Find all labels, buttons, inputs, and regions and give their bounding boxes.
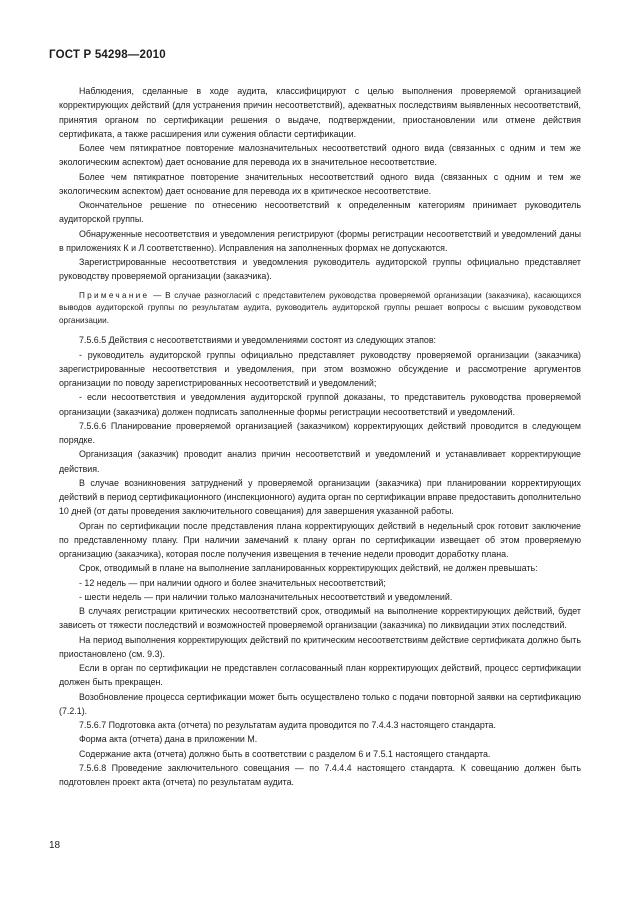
note [59,290,581,328]
paragraph: Наблюдения, сделанные в ходе аудита, классифицируют с целью выполнения проверяемой организацией корректирующих действий (для устранения причин несоответствий), адекватных последствиям выявленных несоответствий, принятия органом по сертификации решения о выдаче, подтверждении, приостановлении или отмене действия сертификата, а также расширения или сужения области сертификации. [59,86,581,139]
paragraph: В случаях регистрации критических несоответствий срок, отводимый на выполнение корректирующих действий, будет зависеть от тяжести последствий и возможностей проверяемой организации (заказчика) по ликвидации этих последствий. [59,606,581,631]
paragraph: Зарегистрированные несоответствия и уведомления руководитель аудиторской группы официально представляет руководству проверяемой организации (заказчика). [59,257,581,282]
paragraph: Если в орган по сертификации не представлен согласованный план корректирующих действий, процесс сертификации должен быть прекращен. [59,663,581,688]
note-text: — В случае разногласий с представителем руководства проверяемой организации (заказчика), касающихся выводов аудиторской группы по результатам аудита, руководитель аудиторской группы решает вопросы с высшим руководством организации. [59,290,582,325]
page-number: 18 [49,840,61,851]
paragraph: Организация (заказчик) проводит анализ причин несоответствий и уведомлений и устанавливает корректирующие действия. [59,449,581,474]
paragraph: Более чем пятикратное повторение малозначительных несоответствий одного вида (связанных с одним и тем же экологическим аспектом) дает основание для перевода их в значительное несоответствие. [59,143,581,168]
list-item: - руководитель аудиторской группы официально представляет руководству проверяемой организации (заказчика) зарегистрированные несоответствия и уведомления, при этом возможно обсуждение и рассмотрение аргументов организации по поводу зарегистрированных несоответствий и уведомлений; [59,349,581,389]
paragraph: 7.5.6.5 Действия с несоответствиями и уведомлениями состоят из следующих этапов: [79,335,437,346]
paragraph: Обнаруженные несоответствия и уведомления регистрируют (формы регистрации несоответствий и уведомлений даны в приложениях К и Л соответственно). Исправления на заполненных формах не допускаются. [59,228,581,253]
paragraph: 7.5.6.6 Планирование проверяемой организацией (заказчиком) корректирующих действий проводится в следующем порядке. [59,420,581,446]
list-item: - 12 недель — при наличии одного и более значительных несоответствий; [79,577,386,588]
document-header: ГОСТ Р 54298—2010 [49,49,166,61]
list-item: - если несоответствия и уведомления аудиторской группой доказаны, то представитель руководства проверяемой организации (заказчика) должен подписать заполненные формы регистрации несоответствий и уведомлений. [59,392,581,417]
paragraph: В случае возникновения затруднений у проверяемой организации (заказчика) при планировании корректирующих действий в период сертификационного (инспекционного) аудита орган по сертификации вправе предоставить дополнительно 10 дней (от даты проведения заключительного совещания) для завершения указанной работы. [59,477,581,517]
paragraph: Содержание акта (отчета) должно быть в соответствии с разделом 6 и 7.5.1 настоящего стандарта. [79,748,491,759]
paragraph: Орган по сертификации после представления плана корректирующих действий в недельный срок готовит заключение по представленному плану. При наличии замечаний к плану орган по сертификации извещает об этом проверяемую организацию (заказчика), которая после получения извещения в течение недели проводит доработку плана. [59,520,581,560]
document-body [59,84,581,789]
paragraph: На период выполнения корректирующих действий по критическим несоответствиям действие сертификата должно быть приостановлено (см. 9.3). [59,634,581,659]
note-label: Примечание [79,290,150,300]
paragraph: Более чем пятикратное повторение значительных несоответствий одного вида (связанных с одним и тем же экологическим аспектом) дает основание для перевода их в критическое несоответствие. [59,171,581,196]
paragraph: 7.5.6.8 Проведение заключительного совещания — по 7.4.4.4 настоящего стандарта. К совещанию должен быть подготовлен проект акта (отчета) по результатам аудита. [59,762,581,788]
list-item: - шести недель — при наличии только малозначительных несоответствий и уведомлений. [79,591,453,602]
paragraph: Форма акта (отчета) дана в приложении М. [79,734,258,745]
paragraph: Возобновление процесса сертификации может быть осуществлено только с подачи повторной заявки на сертификацию (7.2.1). [59,691,581,716]
paragraph: Срок, отводимый в плане на выполнение запланированных корректирующих действий, не должен превышать: [79,563,538,574]
paragraph: Окончательное решение по отнесению несоответствий к определенным категориям принимает руководитель аудиторской группы. [59,200,581,225]
paragraph: 7.5.6.7 Подготовка акта (отчета) по результатам аудита проводится по 7.4.4.3 настоящего стандарта. [79,720,496,731]
